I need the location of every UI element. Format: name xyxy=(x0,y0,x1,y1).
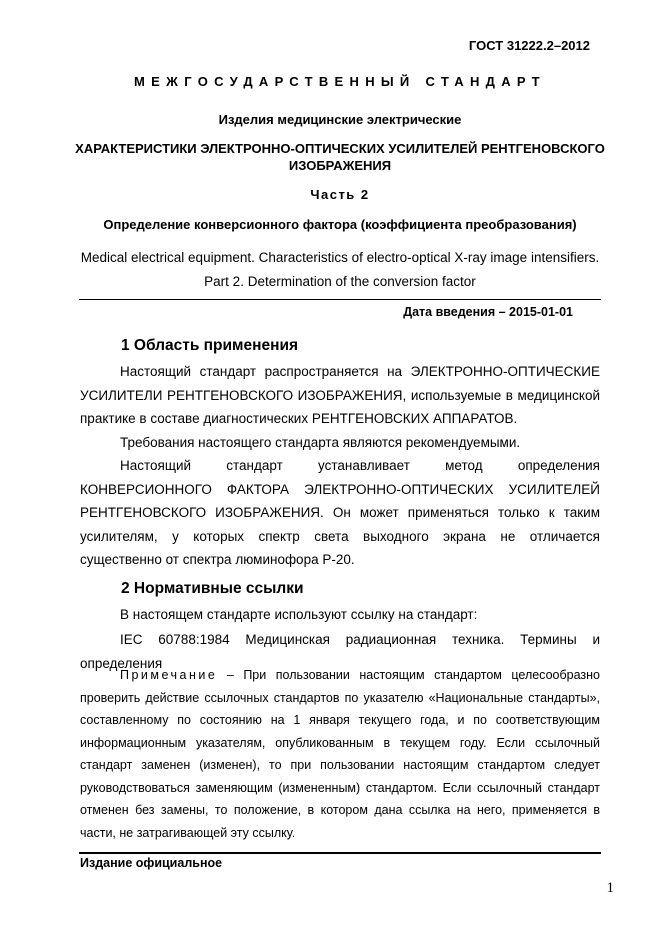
reference-iec-60788: IEC 60788:1984 Медицинская радиационная техника. Термины и определения xyxy=(80,632,600,671)
english-title-line-1: Medical electrical equipment. Characteristics of electro-optical X-ray image intensifiers. xyxy=(80,250,600,265)
introduction-date: Дата введения – 2015-01-01 xyxy=(403,305,573,319)
english-title xyxy=(60,246,620,294)
interstate-standard-label: МЕЖГОСУДАРСТВЕННЫЙ СТАНДАРТ xyxy=(134,74,546,89)
note-label: Примечание xyxy=(120,668,218,682)
document-title: ХАРАКТЕРИСТИКИ ЭЛЕКТРОННО-ОПТИЧЕСКИХ УСИЛИТЕЛЕЙ РЕНТГЕНОВСКОГО ИЗОБРАЖЕНИЯ xyxy=(75,141,605,173)
section-1-paragraph: Настоящий стандарт распространяется на ЭЛЕКТРОННО-ОПТИЧЕСКИЕ УСИЛИТЕЛИ РЕНТГЕНОВСКОГО ИЗОБРАЖЕНИЯ, используемые в медицинской практике в составе диагностических РЕНТГЕНОВСКИХ АППАРАТОВ. xyxy=(80,364,600,426)
section-1-heading: 1 Область применения xyxy=(121,337,299,354)
english-title-line-2: Part 2. Determination of the conversion factor xyxy=(204,274,476,289)
section-1-paragraph: Настоящий стандарт устанавливает метод определения КОНВЕРСИОННОГО ФАКТОРА ЭЛЕКТРОННО-ОПТИЧЕСКИХ УСИЛИТЕЛЕЙ РЕНТГЕНОВСКОГО ИЗОБРАЖЕНИЯ. Он может применяться только к таким усилителям, у которых спектр света выходного экрана не отличается существенно от спектра люминофора Р-20. xyxy=(80,458,600,567)
title-divider xyxy=(79,299,601,300)
section-1-paragraph: Требования настоящего стандарта являются рекомендуемыми. xyxy=(120,435,521,450)
section-2-paragraph: В настоящем стандарте используют ссылку на стандарт: xyxy=(120,607,478,622)
part-title: Определение конверсионного фактора (коэффициента преобразования) xyxy=(103,217,577,232)
part-label: Часть 2 xyxy=(310,187,370,202)
note-text: – При пользовании настоящим стандартом целесообразно проверить действие ссылочных стандартов по указателю «Национальные стандарты», составленному по состоянию на 1 января текущего года, и по соответствующим информационным указателям, опубликованным в текущем году. Если ссылочный стандарт заменен (изменен), то при пользовании настоящим стандартом следует руководствоваться заменяющим (измененным) стандартом. Если ссылочный стандарт отменен без замены, то положение, в котором дана ссылка на него, применяется в части, не затрагивающей эту ссылку. xyxy=(80,668,600,840)
official-edition-label: Издание официальное xyxy=(80,856,223,870)
footer-divider xyxy=(79,852,601,854)
section-2-heading: 2 Нормативные ссылки xyxy=(121,580,304,597)
document-subtitle: Изделия медицинские электрические xyxy=(218,112,462,127)
page-number: 1 xyxy=(606,880,614,896)
reference-note xyxy=(80,664,600,844)
document-id: ГОСТ 31222.2–2012 xyxy=(468,38,590,53)
